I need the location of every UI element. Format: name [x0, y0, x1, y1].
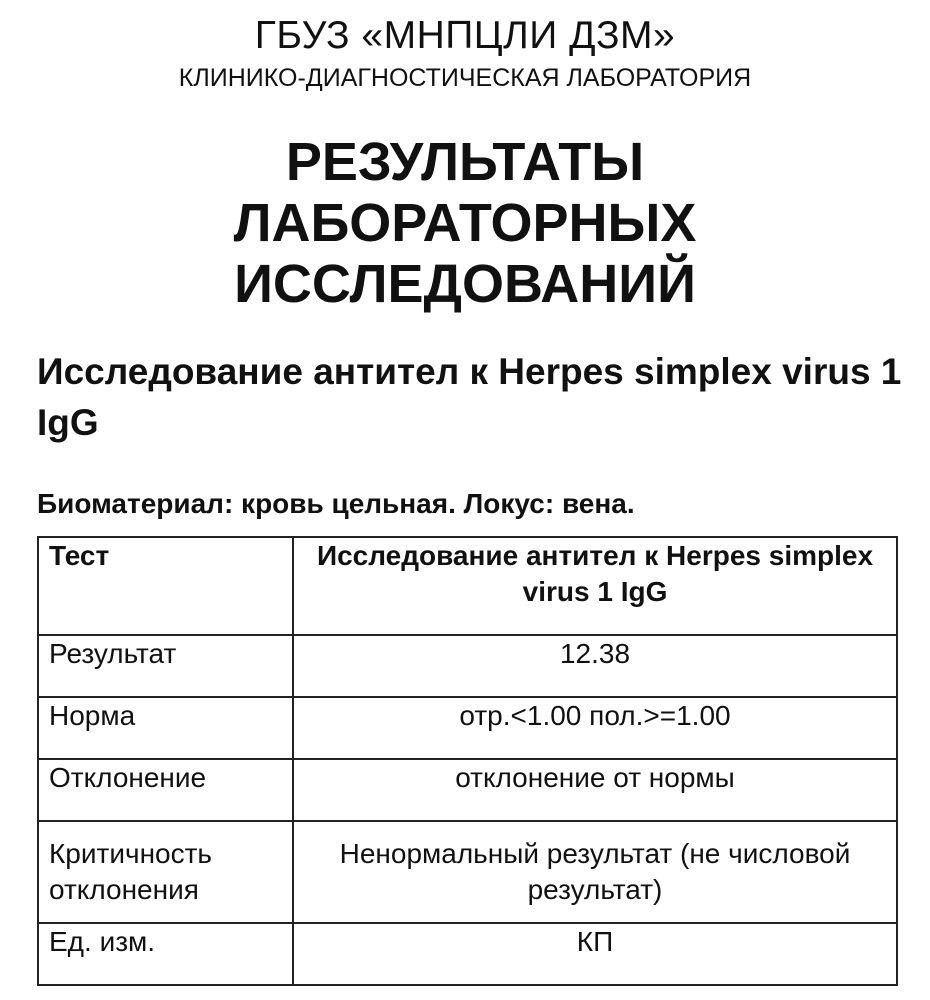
- row-label-norm: Норма: [38, 697, 293, 759]
- document-title-line-2: ЛАБОРАТОРНЫХ: [233, 193, 697, 253]
- table-row: [38, 759, 897, 821]
- document-title-line-3: ИССЛЕДОВАНИЙ: [234, 254, 696, 314]
- row-value-units: КП: [293, 923, 897, 985]
- row-label-deviation: Отклонение: [38, 759, 293, 821]
- table-row: [38, 821, 897, 923]
- header-value-cell: Исследование антител к Herpes simplex virus 1 IgG: [293, 537, 897, 635]
- row-label-result: Результат: [38, 635, 293, 697]
- document-title: [0, 132, 930, 315]
- document-title-line-1: РЕЗУЛЬТАТЫ: [285, 132, 645, 192]
- biomaterial-info: Биоматериал: кровь цельная. Локус: вена.: [37, 488, 635, 519]
- header-label-cell: Тест: [38, 537, 293, 635]
- study-title: Исследование антител к Herpes simplex virus 1 IgG: [37, 351, 902, 443]
- row-label-criticality: Критичность отклонения: [38, 821, 293, 923]
- row-label-units: Ед. изм.: [38, 923, 293, 985]
- laboratory-name: КЛИНИКО-ДИАГНОСТИЧЕСКАЯ ЛАБОРАТОРИЯ: [178, 64, 752, 92]
- row-value-deviation: отклонение от нормы: [293, 759, 897, 821]
- row-value-criticality: Ненормальный результат (не числовой результат): [293, 821, 897, 923]
- table-row: [38, 697, 897, 759]
- results-table: [37, 536, 898, 986]
- table-row: [38, 923, 897, 985]
- table-row: [38, 635, 897, 697]
- table-header-row: [38, 537, 897, 635]
- row-value-norm: отр.<1.00 пол.>=1.00: [293, 697, 897, 759]
- row-value-result: 12.38: [293, 635, 897, 697]
- organization-name: ГБУЗ «МНПЦЛИ ДЗМ»: [254, 14, 676, 57]
